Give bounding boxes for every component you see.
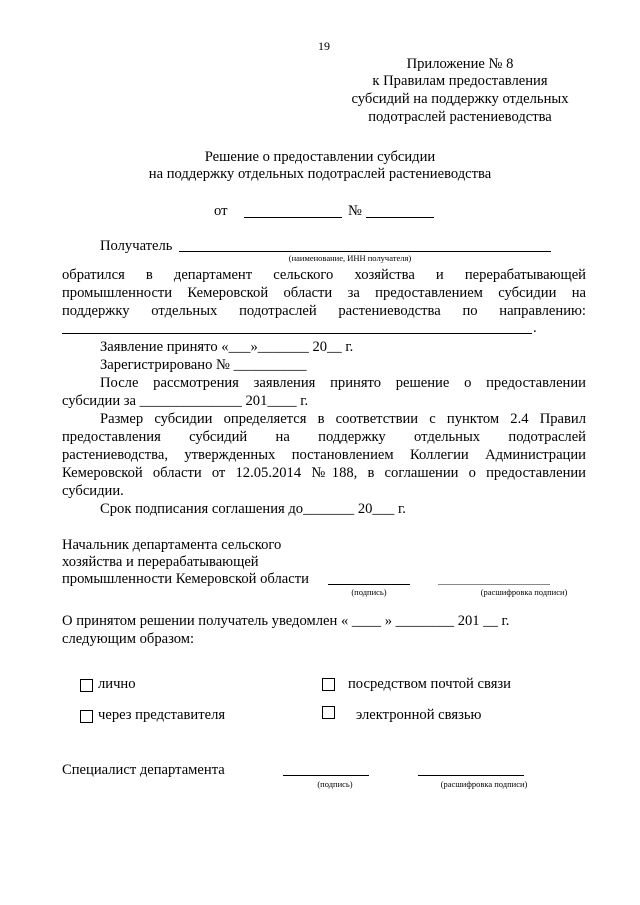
specialist-decoding-hint: (расшифровка подписи) [440, 779, 528, 789]
recipient-label: Получатель [100, 238, 173, 254]
specialist-decoding-field[interactable] [418, 775, 524, 776]
application-accepted: Заявление принято «___»_______ 20__ г. [100, 339, 354, 355]
direction-period: . [533, 320, 537, 336]
notify-text-1: О принятом решении получатель уведомлен « ____ » ________ 201 __ г. [62, 613, 510, 629]
amount-text-3: растениеводства, утвержденных постановлением Коллегии Администрации [62, 447, 586, 463]
head-decoding-field[interactable] [438, 584, 550, 585]
decision-text-2: субсидии за ______________ 201____ г. [62, 393, 309, 409]
date-from-label: от [214, 203, 228, 219]
head-title-3: промышленности Кемеровской области [62, 571, 309, 587]
appendix-line-4: подотраслей растениеводства [368, 109, 552, 125]
option-personal-label: лично [98, 676, 136, 692]
head-decoding-hint: (расшифровка подписи) [480, 587, 568, 597]
specialist-signature-field[interactable] [283, 775, 369, 776]
head-title-2: хозяйства и перерабатывающей [62, 554, 259, 570]
notify-text-2: следующим образом: [62, 631, 195, 647]
document-subtitle: на поддержку отдельных подотраслей растениеводства [148, 166, 492, 182]
direction-field[interactable] [62, 333, 532, 334]
page-number: 19 [318, 39, 330, 53]
recipient-text-1: обратился в департамент сельского хозяйства и перерабатывающей [62, 267, 586, 283]
appendix-line-2: к Правилам предоставления [372, 73, 548, 89]
appendix-line-3: субсидий на поддержку отдельных [351, 91, 569, 107]
deadline-text: Срок подписания соглашения до_______ 20___ г. [100, 501, 406, 517]
specialist-signature-hint: (подпись) [317, 779, 353, 789]
option-electronic-label: электронной связью [356, 707, 482, 723]
checkbox-electronic[interactable] [322, 706, 335, 719]
amount-text-4: Кемеровской области от 12.05.2014 №188, в соглашении о предоставлении [62, 465, 586, 481]
checkbox-representative[interactable] [80, 710, 93, 723]
amount-text-1: Размер субсидии определяется в соответствии с пунктом 2.4 Правил [100, 411, 586, 427]
number-label: № [348, 203, 362, 219]
amount-text-2: предоставления субсидий на поддержку отдельных подотраслей [62, 429, 586, 445]
decision-text-1: После рассмотрения заявления принято решение о предоставлении [100, 375, 586, 391]
option-representative-label: через представителя [98, 707, 226, 723]
head-title-1: Начальник департамента сельского [62, 537, 282, 553]
application-registered: Зарегистрировано № __________ [100, 357, 307, 373]
number-field[interactable] [366, 217, 434, 218]
option-post-label: посредством почтой связи [348, 676, 511, 692]
head-signature-field[interactable] [328, 584, 410, 585]
checkbox-personal[interactable] [80, 679, 93, 692]
head-signature-hint: (подпись) [351, 587, 387, 597]
recipient-hint: (наименование, ИНН получателя) [288, 253, 412, 263]
recipient-field[interactable] [179, 251, 551, 252]
document-title: Решение о предоставлении субсидии [204, 149, 436, 165]
checkbox-post[interactable] [322, 678, 335, 691]
date-field[interactable] [244, 217, 342, 218]
recipient-text-3: поддержку отдельных подотраслей растениеводства по направлению: [62, 303, 586, 319]
specialist-label: Специалист департамента [62, 762, 225, 778]
amount-text-5: субсидии. [62, 483, 124, 499]
appendix-title: Приложение № 8 [406, 56, 514, 72]
recipient-text-2: промышленности Кемеровской области за предоставлением субсидии на [62, 285, 586, 301]
